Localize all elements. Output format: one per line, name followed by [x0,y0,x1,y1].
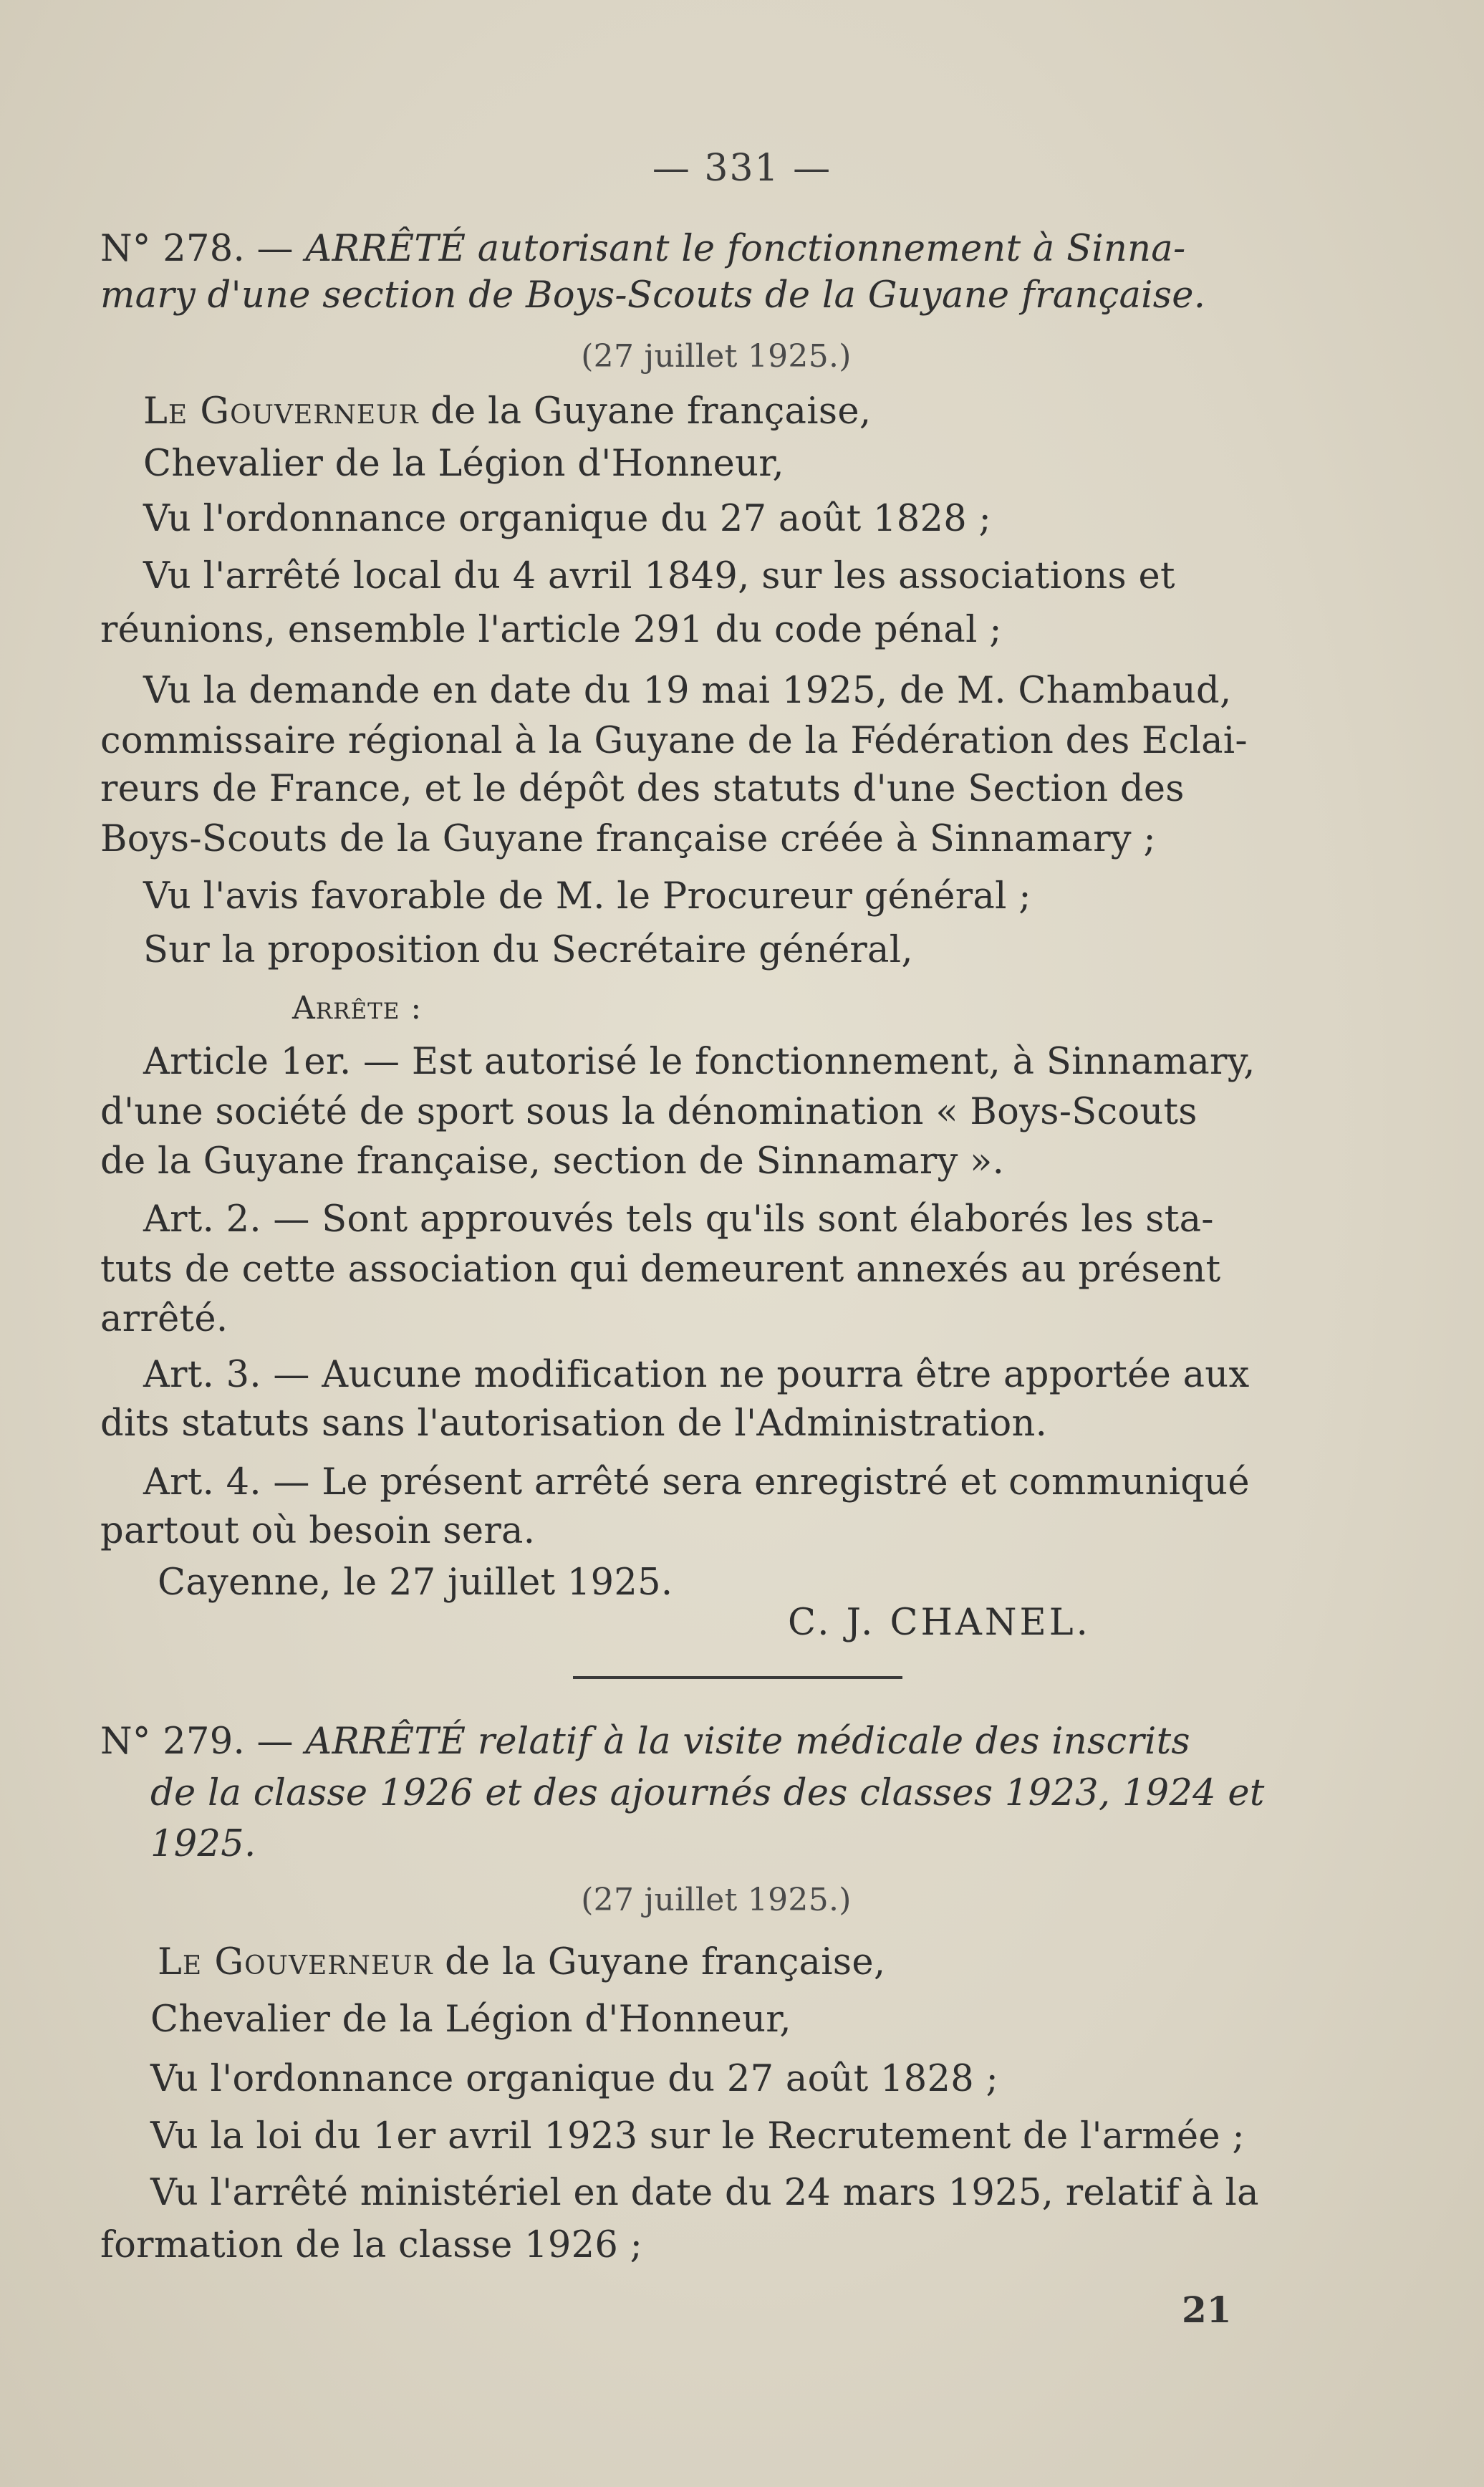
arrete-278-article-1-line-2: d'une société de sport sous la dénomination « Boys-Scouts [100,1091,1198,1133]
arrete-278-date: (27 juillet 1925.) [581,338,852,375]
arrete-279-vu-3-line-2: formation de la classe 1926 ; [100,2224,643,2266]
arrete-279 [100,0,1332,2435]
arrete-278-vu-4: Vu l'avis favorable de M. le Procureur général ; [143,875,1031,918]
governor-territory: de la Guyane française, [430,390,872,433]
arrete-278-article-4-line-1: Art. 4. — Le présent arrêté sera enregistré et communiqué [143,1461,1250,1504]
arrete-278-title-line-2: mary d'une section de Boys-Scouts de la Guyane française. [100,274,1206,317]
arrete-279-title-line-1: ARRÊTÉ relatif à la visite médicale des inscrits [305,1721,1190,1763]
arrete-278-vu-2-line-2: réunions, ensemble l'article 291 du code pénal ; [100,609,1002,651]
arrete-279-title-line-2: de la classe 1926 et des ajournés des classes 1923, 1924 et [150,1772,1265,1814]
arrete-279-vu-1: Vu l'ordonnance organique du 27 août 1828 ; [150,2058,999,2100]
arrete-279-vu-3-line-1: Vu l'arrêté ministériel en date du 24 mars 1925, relatif à la [150,2172,1259,2214]
arrete-279-number: N° 279. — [100,1721,294,1763]
arrete-278-vu-3-line-1: Vu la demande en date du 19 mai 1925, de M. Chambaud, [143,670,1232,712]
signature-mark: 21 [1182,2289,1232,2331]
arrete-278-number: N° 278. — [100,228,294,270]
arrete-278-article-2-line-3: arrêté. [100,1298,228,1340]
arrete-278-signature: C. J. CHANEL. [788,1602,1091,1644]
arrete-278-arrete-heading: Arrête : [292,990,423,1026]
arrete-278-vu-3-line-4: Boys-Scouts de la Guyane française créée à Sinnamary ; [100,818,1156,860]
arrete-279-governor [158,1941,885,1984]
arrete-278-article-1-line-3: de la Guyane française, section de Sinnamary ». [100,1140,1005,1183]
governor-territory: de la Guyane française, [445,1941,886,1983]
arrete-278-article-2-line-2: tuts de cette association qui demeurent annexés au présent [100,1249,1221,1291]
arrete-278-vu-2-line-1: Vu l'arrêté local du 4 avril 1849, sur les associations et [143,555,1175,597]
arrete-278-chevalier: Chevalier de la Légion d'Honneur, [143,443,784,485]
arrete-278-vu-3-line-2: commissaire régional à la Guyane de la Fédération des Eclai- [100,720,1248,762]
arrete-279-title [100,1721,1190,1764]
arrete-278-vu-3-line-3: reurs de France, et le dépôt des statuts d'une Section des [100,768,1185,810]
arrete-279-vu-2: Vu la loi du 1er avril 1923 sur le Recrutement de l'armée ; [150,2115,1245,2158]
arrete-279-title-line-3: 1925. [150,1823,256,1865]
arrete-278-vu-1: Vu l'ordonnance organique du 27 août 1828 ; [143,498,992,540]
arrete-278-place-date: Cayenne, le 27 juillet 1925. [158,1562,673,1604]
arrete-278-article-3-line-1: Art. 3. — Aucune modification ne pourra être apportée aux [143,1354,1250,1396]
arrete-278-article-2-line-1: Art. 2. — Sont approuvés tels qu'ils sont élaborés les sta- [143,1198,1214,1241]
arrete-278-article-4-line-2: partout où besoin sera. [100,1510,536,1552]
arrete-279-chevalier: Chevalier de la Légion d'Honneur, [150,1998,791,2041]
arrete-278-title-line-1: ARRÊTÉ autorisant le fonctionnement à Sinna- [305,228,1186,270]
arrete-279-date: (27 juillet 1925.) [581,1882,852,1918]
page-number: — 331 — [652,147,832,190]
arrete-278-sur: Sur la proposition du Secrétaire général, [143,929,913,971]
governor-title: Le Gouverneur [143,390,419,433]
governor-title: Le Gouverneur [158,1941,433,1983]
arrete-278-article-1-line-1: Article 1er. — Est autorisé le fonctionnement, à Sinnamary, [143,1041,1256,1083]
arrete-278-article-3-line-2: dits statuts sans l'autorisation de l'Administration. [100,1403,1048,1445]
